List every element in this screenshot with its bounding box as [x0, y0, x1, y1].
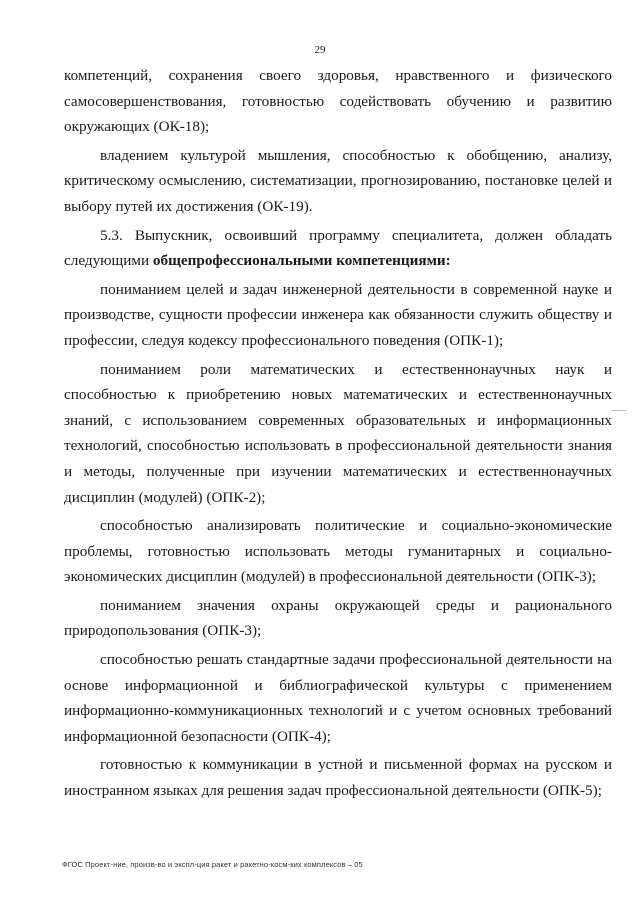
- section-intro-text: 5.3. Выпускник, освоивший программу специалитета, должен обладать следующими: [64, 226, 612, 270]
- paragraph-opk1: пониманием целей и задач инженерной деятельности в современной науке и производстве, сущности профессии инженера как обязанности служить обществу и профессии, следуя кодексу профессионального поведения (ОПК-1);: [64, 280, 612, 349]
- section-bold-heading: общепрофессиональными компетенциями:: [152, 252, 451, 270]
- paragraph-ok19: владением культурой мышления, способностью к обобщению, анализу, критическому осмыслению, систематизации, прогнозированию, постановке целей и выбору путей их достижения (ОК-19).: [64, 146, 612, 215]
- paragraph-opk5: готовностью к коммуникации в устной и письменной формах на русском и иностранном языках для решения задач профессиональной деятельности (ОПК-5);: [64, 756, 612, 800]
- paragraph-section-5-3: [64, 223, 612, 274]
- paragraph-opk4: способностью решать стандартные задачи профессиональной деятельности на основе информационной и библиографической культуры с применением информационно-коммуникационных технологий и с учетом основных требований информационной безопасности (ОПК-4);: [64, 651, 612, 745]
- scan-artifact: [612, 410, 626, 411]
- page-body: [64, 63, 612, 804]
- paragraph-opk3-ecology: пониманием значения охраны окружающей среды и рационального природопользования (ОПК-3);: [64, 596, 612, 640]
- page-number: 29: [314, 44, 326, 56]
- paragraph-opk2: пониманием роли математических и естественнонаучных наук и способностью к приобретению новых математических и естественнонаучных знаний, с использованием современных образовательных и информационных технологий, способностью использовать в профессиональной деятельности знания и методы, полученные при изучении математических и естественнонаучных дисциплин (модулей) (ОПК-2);: [64, 360, 612, 506]
- paragraph-opk3-social: способностью анализировать политические и социально-экономические проблемы, готовностью использовать методы гуманитарных и социально-экономических дисциплин (модулей) в профессиональной деятельности (ОПК-3);: [64, 517, 612, 586]
- paragraph-ok18: компетенций, сохранения своего здоровья, нравственного и физического самосовершенствования, готовностью содействовать обучению и развитию окружающих (ОК-18);: [64, 67, 612, 136]
- page-footer: ФГОС Проект-ние, произв-во и экспл-ция ракет и ракетно-косм-ких комплексов – 05: [62, 860, 363, 869]
